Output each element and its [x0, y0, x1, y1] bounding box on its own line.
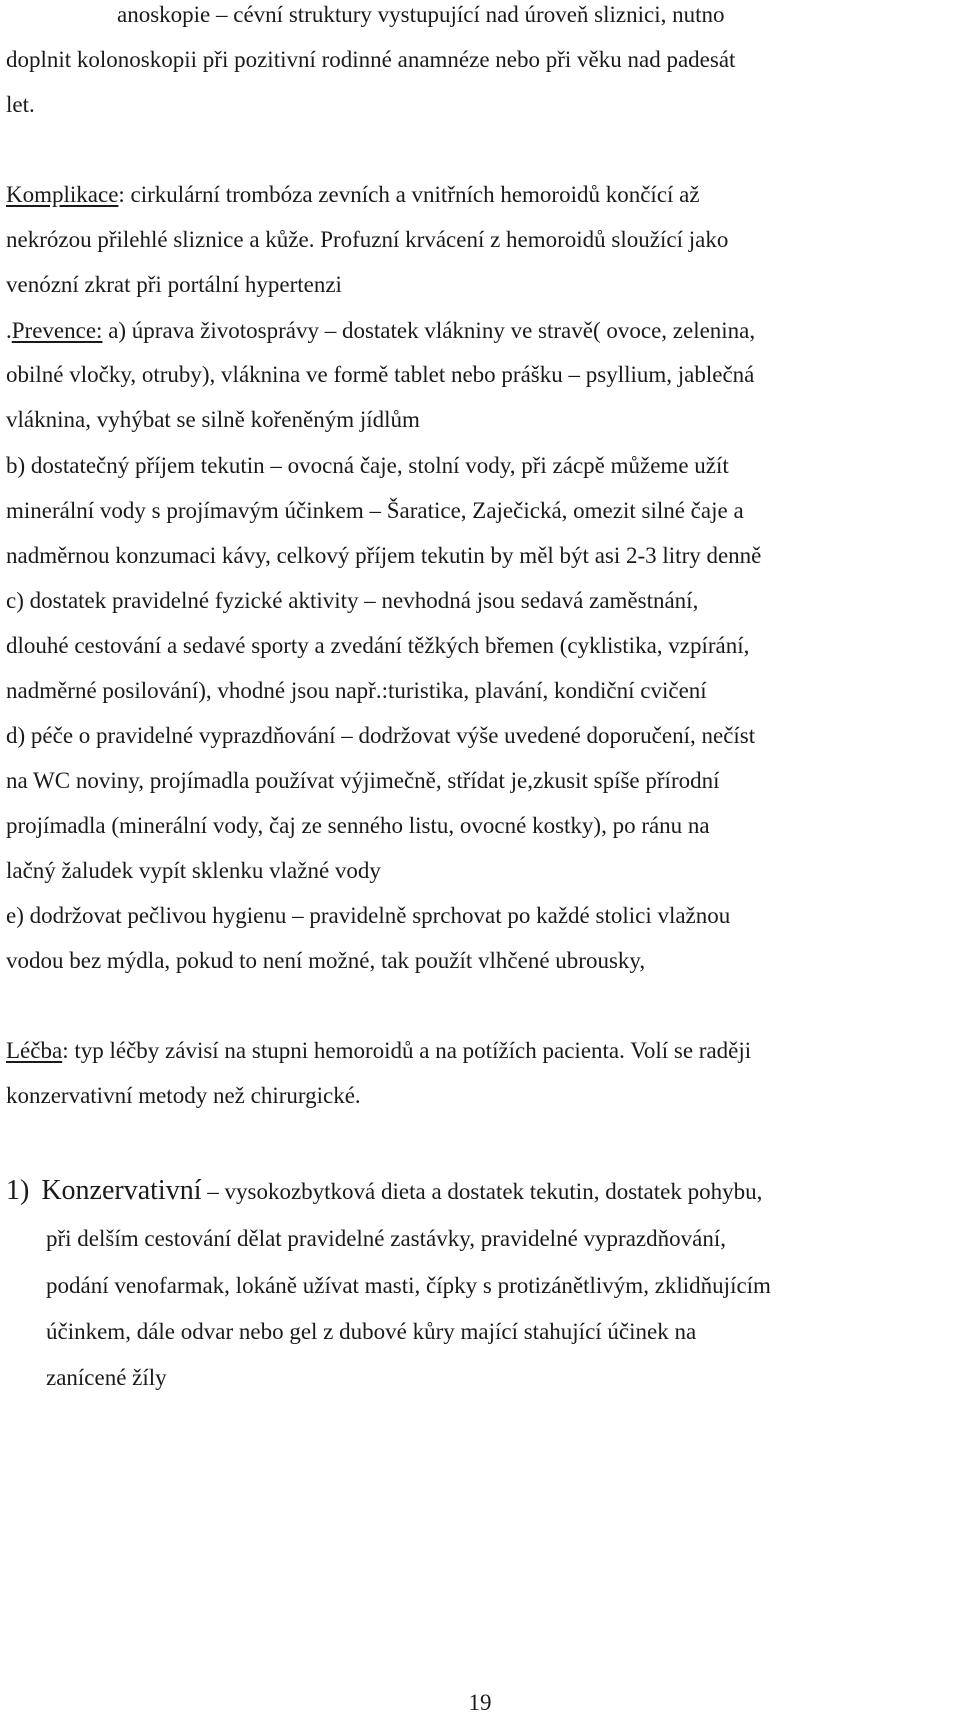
text-line: projímadla (minerální vody, čaj ze senného listu, ovocné kostky), po ránu na [6, 813, 710, 838]
text-line: e) dodržovat pečlivou hygienu – pravidelně sprchovat po každé stolici vlažnou [6, 903, 731, 928]
text-line: anoskopie – cévní struktury vystupující nad úroveň sliznici, nutno [117, 2, 725, 27]
text-line: lačný žaludek vypít sklenku vlažné vody [6, 858, 381, 883]
lecba-label: Léčba [6, 1038, 63, 1063]
prevence-label: Prevence: [11, 318, 103, 343]
prevence-text: a) úprava životosprávy – dostatek vlákniny ve stravě( ovoce, zelenina, [102, 318, 756, 343]
komplikace-line [6, 180, 700, 210]
text-line: vodou bez mýdla, pokud to není možné, tak použít vlhčené ubrousky, [6, 948, 646, 973]
page-number: 19 [468, 1690, 492, 1715]
text-line: na WC noviny, projímadla používat výjimečně, střídat je,zkusit spíše přírodní [6, 768, 720, 793]
komplikace-label: Komplikace [6, 182, 119, 207]
prevence-prefix: . [6, 318, 12, 343]
list-number: 1) [6, 1175, 30, 1206]
text-line: b) dostatečný příjem tekutin – ovocná čaje, stolní vody, při zácpě můžeme užít [6, 453, 729, 478]
text-line: nadměrné posilování), vhodné jsou např.:turistika, plavání, kondiční cvičení [6, 678, 707, 703]
text-line: venózní zkrat při portální hypertenzi [6, 272, 342, 297]
text-line: minerální vody s projímavým účinkem – Šaratice, Zaječická, omezit silné čaje a [6, 498, 744, 523]
text-line: nadměrnou konzumaci kávy, celkový příjem tekutin by měl být asi 2-3 litry denně [6, 543, 762, 568]
prevence-line [6, 316, 755, 346]
text-line: nekrózou přilehlé sliznice a kůže. Profuzní krvácení z hemoroidů sloužící jako [6, 227, 729, 252]
lecba-text: : typ léčby závisí na stupni hemoroidů a na potížích pacienta. Volí se raději [62, 1038, 752, 1063]
text-line: obilné vločky, otruby), vláknina ve formě tablet nebo prášku – psyllium, jablečná [6, 362, 755, 387]
text-line: doplnit kolonoskopii při pozitivní rodinné anamnéze nebo při věku nad padesát [6, 47, 736, 72]
text-line: dlouhé cestování a sedavé sporty a zvedání těžkých břemen (cyklistika, vzpírání, [6, 633, 750, 658]
text-line: vláknina, vyhýbat se silně kořeněným jídlům [6, 407, 420, 432]
text-line: při delším cestování dělat pravidelné zastávky, pravidelné vyprazdňování, [46, 1226, 726, 1251]
konzervativni-line [6, 1174, 762, 1209]
lecba-line [6, 1036, 751, 1066]
komplikace-text: : cirkulární trombóza zevních a vnitřních hemoroidů končící až [118, 182, 700, 207]
text-line: c) dostatek pravidelné fyzické aktivity – nevhodná jsou sedavá zaměstnání, [6, 588, 699, 613]
text-line: konzervativní metody než chirurgické. [6, 1083, 361, 1108]
konzervativni-heading: Konzervativní [41, 1175, 202, 1206]
konzervativni-text: – vysokozbytková dieta a dostatek tekutin, dostatek pohybu, [201, 1179, 763, 1204]
text-line: d) péče o pravidelné vyprazdňování – dodržovat výše uvedené doporučení, nečíst [6, 723, 756, 748]
text-line: zanícené žíly [46, 1365, 167, 1390]
text-line: účinkem, dále odvar nebo gel z dubové kůry mající stahující účinek na [46, 1319, 697, 1344]
text-line: let. [6, 92, 35, 117]
text-line: podání venofarmak, lokáně užívat masti, čípky s protizánětlivým, zklidňujícím [46, 1273, 771, 1298]
